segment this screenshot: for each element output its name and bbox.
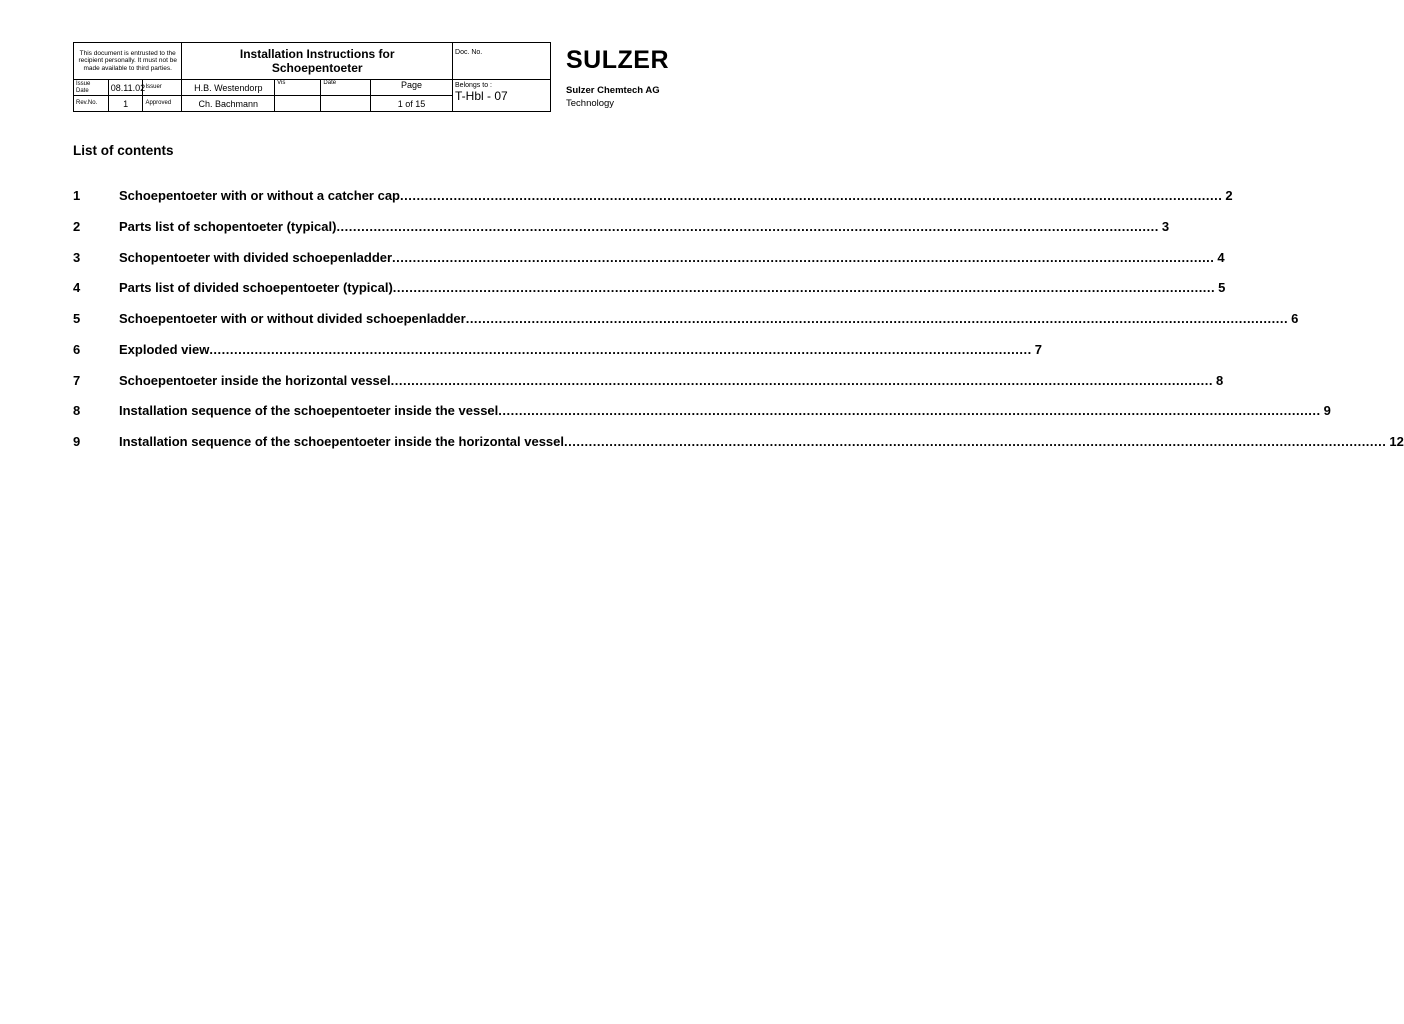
- toc-entry-title: Schoepentoeter with or without divided schoepenladder: [119, 311, 466, 326]
- toc-leader-dots: ........................................................................................................................................................................................................: [400, 188, 1223, 203]
- toc-leader-dots: ........................................................................................................................................................................................................: [465, 311, 1289, 326]
- rev-no: 1: [108, 96, 143, 112]
- approved-label: Approved: [143, 96, 182, 112]
- rev-no-label: Rev.No.: [74, 96, 109, 112]
- date-label: Date: [321, 80, 370, 96]
- toc-leader-dots: ........................................................................................................................................................................................................: [498, 403, 1321, 419]
- toc-entry-page: 3: [1161, 218, 1170, 234]
- toc-leader-dots: ........................................................................................................................................................................................................: [336, 218, 1159, 234]
- toc-entry-title: Installation sequence of the schoepentoeter inside the vessel: [119, 403, 499, 419]
- document-header: [73, 42, 551, 111]
- table-of-contents: [73, 188, 1404, 465]
- toc-entry-title: Exploded view: [119, 341, 210, 357]
- toc-leader-dots: ........................................................................................................................................................................................................: [390, 372, 1213, 388]
- toc-entry-title: Schopentoeter with divided schoepenladder: [119, 249, 393, 265]
- toc-entry-number: 2: [73, 218, 81, 234]
- document-title: [182, 43, 453, 80]
- title-line-2: Schoepentoeter: [271, 61, 363, 75]
- sulzer-logo: SULZER: [566, 46, 669, 74]
- toc-entry[interactable]: [73, 249, 1225, 281]
- toc-entry-page: 12: [1389, 434, 1404, 449]
- toc-entry[interactable]: [73, 372, 1224, 404]
- toc-entry[interactable]: [73, 341, 1042, 373]
- company-department: Technology: [566, 98, 615, 109]
- toc-entry-number: 8: [73, 403, 81, 419]
- toc-entry-number: 9: [73, 434, 81, 449]
- header-table: [73, 42, 551, 112]
- toc-entry-title: Schoepentoeter inside the horizontal vessel: [119, 372, 391, 388]
- toc-entry[interactable]: [73, 218, 1170, 250]
- toc-entry-title: Parts list of schopentoeter (typical): [119, 218, 337, 234]
- title-line-1: Installation Instructions for: [239, 47, 395, 61]
- toc-entry-title: Parts list of divided schoepentoeter (typical): [119, 280, 393, 296]
- toc-entry[interactable]: [73, 311, 1299, 342]
- toc-entry-page: 4: [1217, 249, 1225, 265]
- toc-entry-page: 2: [1225, 188, 1233, 203]
- toc-entry[interactable]: [73, 434, 1404, 465]
- toc-entry-number: 6: [73, 341, 81, 357]
- toc-entry-page: 6: [1291, 311, 1299, 326]
- toc-entry[interactable]: [73, 188, 1233, 219]
- toc-entry-number: 4: [73, 280, 81, 296]
- toc-leader-dots: ........................................................................................................................................................................................................: [209, 341, 1032, 357]
- toc-leader-dots: ........................................................................................................................................................................................................: [392, 249, 1215, 265]
- toc-entry-title: Schoepentoeter with or without a catcher cap: [119, 188, 400, 203]
- toc-entry-number: 5: [73, 311, 81, 326]
- page-label: Page: [370, 80, 452, 96]
- toc-entry-number: 1: [73, 188, 81, 203]
- date-value: [321, 96, 370, 112]
- toc-leader-dots: ........................................................................................................................................................................................................: [392, 280, 1216, 296]
- toc-heading: List of contents: [73, 143, 174, 158]
- toc-entry[interactable]: [73, 280, 1226, 311]
- belongs-to-value: T-Hbl - 07: [455, 89, 508, 103]
- issue-date: 08.11.02: [108, 80, 143, 96]
- toc-entry-page: 5: [1218, 280, 1226, 296]
- issuer-label: Issuer: [143, 80, 182, 96]
- toc-entry-number: 3: [73, 249, 81, 265]
- toc-entry-number: 7: [73, 372, 81, 388]
- toc-entry[interactable]: [73, 403, 1331, 434]
- toc-entry-page: 7: [1034, 341, 1042, 357]
- toc-entry-title: Installation sequence of the schoepentoeter inside the horizontal vessel: [119, 434, 564, 449]
- company-name: Sulzer Chemtech AG: [566, 85, 660, 96]
- confidentiality-notice: This document is entrusted to the recipient personally. It must not be made available to third parties.: [74, 43, 182, 80]
- page-value: 1 of 15: [370, 96, 452, 112]
- vis-label: Vis: [275, 80, 321, 96]
- issuer-name: H.B. Westendorp: [182, 80, 275, 96]
- vis-value: [275, 96, 321, 112]
- toc-entry-page: 9: [1323, 403, 1331, 419]
- toc-leader-dots: ........................................................................................................................................................................................................: [564, 434, 1387, 449]
- approved-by: Ch. Bachmann: [182, 96, 275, 112]
- doc-no-label: Doc. No.: [453, 43, 551, 80]
- issue-date-label: Issue Date: [74, 80, 109, 96]
- belongs-to-label: Belongs to :: [455, 82, 492, 89]
- belongs-to-cell: [453, 80, 551, 112]
- toc-entry-page: 8: [1216, 372, 1224, 388]
